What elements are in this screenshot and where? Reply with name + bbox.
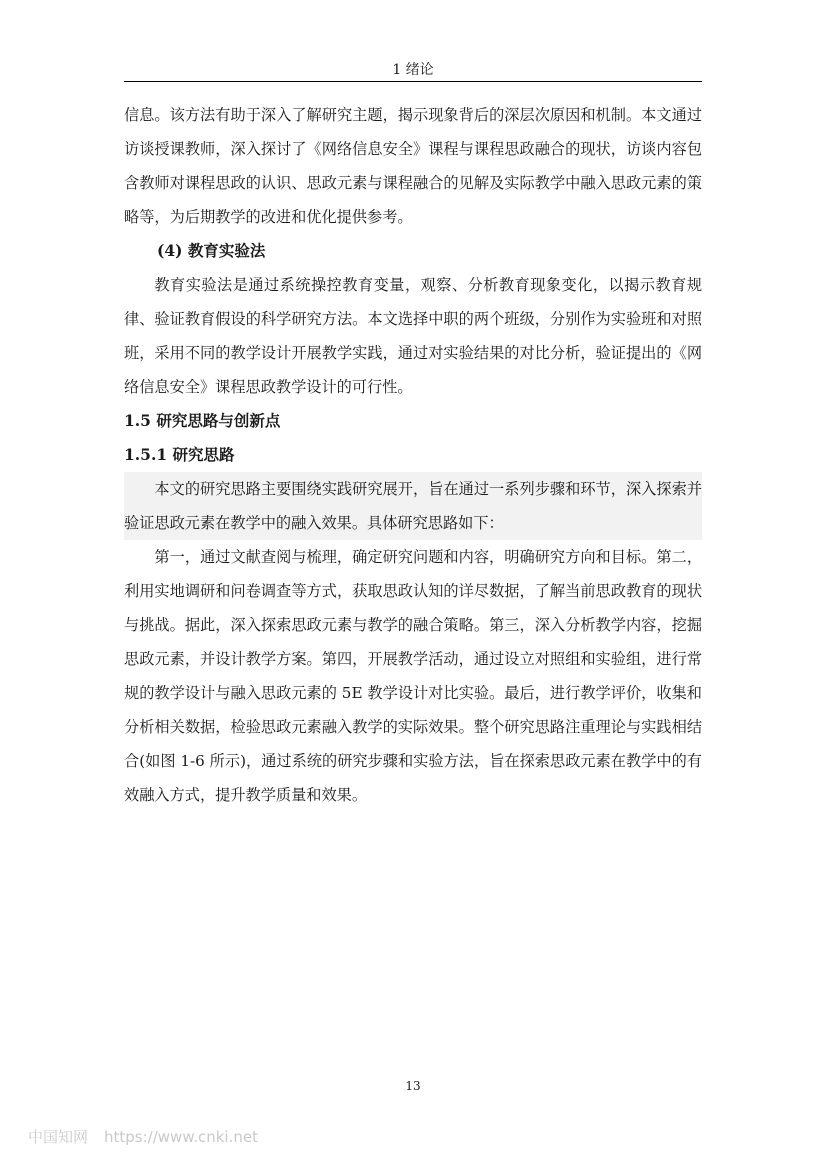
watermark-url: https://www.cnki.net bbox=[104, 1128, 258, 1146]
running-header: 1 绪论 bbox=[392, 62, 434, 78]
watermark-brand: 中国知网 bbox=[28, 1128, 89, 1146]
paragraph-research-steps: 第一，通过文献查阅与梳理，确定研究问题和内容，明确研究方向和目标。第二，利用实地调研和问卷调查等方式，获取思政认知的详尽数据，了解当前思政教育的现状与挑战。据此，深入探索思政元素与教学的融合策略。第三，深入分析教学内容，挖掘思政元素，并设计教学方案。第四，开展教学活动，通过设立对照组和实验组，进行常规的教学设计与融入思政元素的 5E 教学设计对比实验。最后，进行教学评价，收集和分析相关数据，检验思政元素融入教学的实际效果。整个研究思路注重理论与实践相结合(如图 1-6 所示)，通过系统的研究步骤和实验方法，旨在探索思政元素在教学中的有效融入方式，提升教学质量和效果。 bbox=[124, 548, 702, 804]
paragraph-research-approach-intro: 本文的研究思路主要围绕实践研究展开，旨在通过一系列步骤和环节，深入探索并验证思政元素在教学中的融入效果。具体研究思路如下： bbox=[124, 472, 702, 540]
paragraph-education-experiment: 教育实验法是通过系统操控教育变量，观察、分析教育现象变化，以揭示教育规律、验证教育假设的科学研究方法。本文选择中职的两个班级，分别作为实验班和对照班，采用不同的教学设计开展教学实践，通过对实验结果的对比分析，验证提出的《网络信息安全》课程思政教学设计的可行性。 bbox=[124, 276, 702, 396]
section-heading-1-5-1: 1.5.1 研究思路 bbox=[124, 445, 235, 464]
page-content bbox=[124, 98, 702, 812]
header-rule bbox=[124, 81, 702, 82]
cnki-watermark bbox=[28, 1126, 258, 1147]
page-number: 13 bbox=[405, 1079, 421, 1093]
paragraph-interview-method: 信息。该方法有助于深入了解研究主题，揭示现象背后的深层次原因和机制。本文通过访谈授课教师，深入探讨了《网络信息安全》课程与课程思政融合的现状，访谈内容包含教师对课程思政的认识、思政元素与课程融合的见解及实际教学中融入思政元素的策略等，为后期教学的改进和优化提供参考。 bbox=[124, 106, 702, 226]
subheading-education-experiment: (4) 教育实验法 bbox=[157, 241, 266, 260]
section-heading-1-5: 1.5 研究思路与创新点 bbox=[124, 411, 281, 430]
